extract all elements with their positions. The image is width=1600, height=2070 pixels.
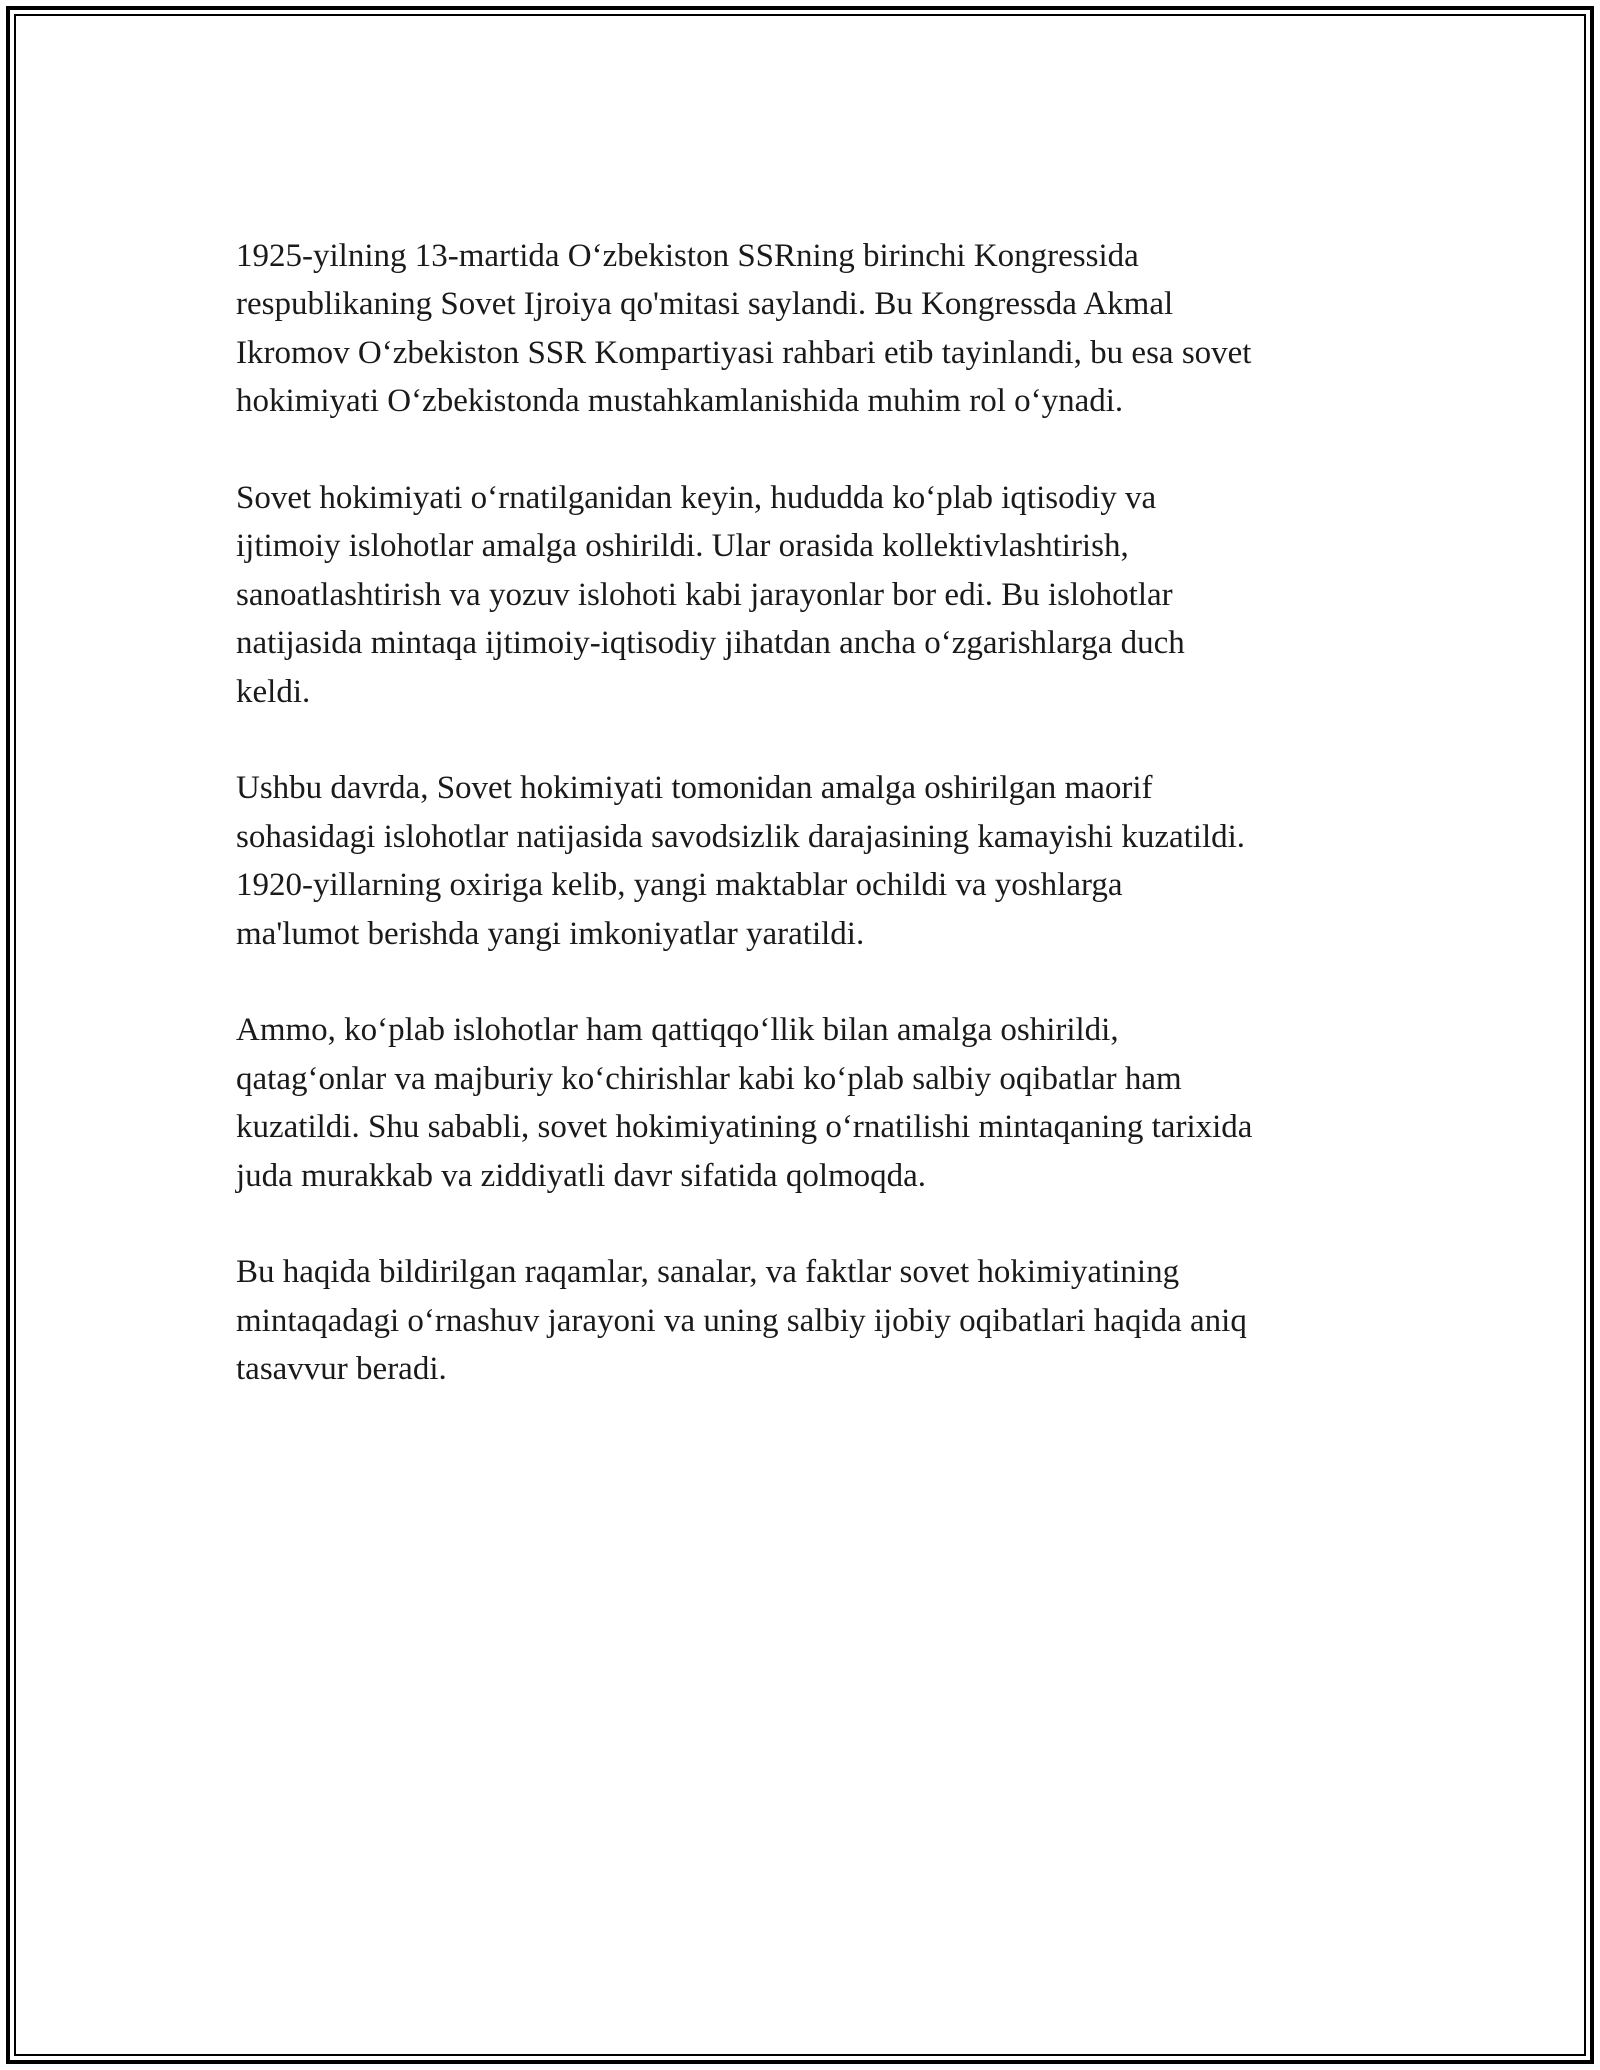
text-line: hokimiyati O‘zbekistonda mustahkamlanishida muhim rol o‘ynadi. xyxy=(236,383,1124,420)
paragraph-3 xyxy=(236,764,1416,958)
text-line: Ushbu davrda, Sovet hokimiyati tomonidan amalga oshirilgan maorif xyxy=(236,770,1153,807)
text-line: sanoatlashtirish va yozuv islohoti kabi jarayonlar bor edi. Bu islohotlar xyxy=(236,576,1173,613)
text-line: ijtimoiy islohotlar amalga oshirildi. Ular orasida kollektivlashtirish, xyxy=(236,528,1129,565)
text-line: sohasidagi islohotlar natijasida savodsizlik darajasining kamayishi kuzatildi. xyxy=(236,818,1246,855)
text-line: Ammo, ko‘plab islohotlar ham qattiqqo‘llik bilan amalga oshirildi, xyxy=(236,1012,1119,1049)
text-line: keldi. xyxy=(236,673,311,710)
paragraph-1 xyxy=(236,232,1416,426)
text-line: 1925-yilning 13-martida O‘zbekiston SSRning birinchi Kongressida xyxy=(236,238,1139,274)
paragraph-4 xyxy=(236,1006,1416,1200)
text-line: kuzatildi. Shu sababli, sovet hokimiyatining o‘rnatilishi mintaqaning tarixida xyxy=(236,1109,1253,1146)
text-line: respublikaning Sovet Ijroiya qo'mitasi saylandi. Bu Kongressda Akmal xyxy=(236,286,1174,323)
paragraph-5 xyxy=(236,1248,1416,1393)
text-line: Sovet hokimiyati o‘rnatilganidan keyin, hududda ko‘plab iqtisodiy va xyxy=(236,480,1157,517)
paragraph-2 xyxy=(236,474,1416,716)
text-line: tasavvur beradi. xyxy=(236,1351,447,1388)
text-line: juda murakkab va ziddiyatli davr sifatida qolmoqda. xyxy=(236,1157,927,1194)
text-line: Ikromov O‘zbekiston SSR Kompartiyasi rahbari etib tayinlandi, bu esa sovet xyxy=(236,334,1252,371)
document-body xyxy=(236,232,1416,1442)
text-line: mintaqadagi o‘rnashuv jarayoni va uning salbiy ijobiy oqibatlari haqida aniq xyxy=(236,1302,1247,1339)
text-line: natijasida mintaqa ijtimoiy-iqtisodiy jihatdan ancha o‘zgarishlarga duch xyxy=(236,625,1185,662)
text-line: 1920-yillarning oxiriga kelib, yangi maktablar ochildi va yoshlarga xyxy=(236,867,1123,904)
text-line: qatag‘onlar va majburiy ko‘chirishlar kabi ko‘plab salbiy oqibatlar ham xyxy=(236,1060,1182,1097)
text-line: ma'lumot berishda yangi imkoniyatlar yaratildi. xyxy=(236,915,865,952)
text-line: Bu haqida bildirilgan raqamlar, sanalar, va faktlar sovet hokimiyatining xyxy=(236,1254,1180,1291)
